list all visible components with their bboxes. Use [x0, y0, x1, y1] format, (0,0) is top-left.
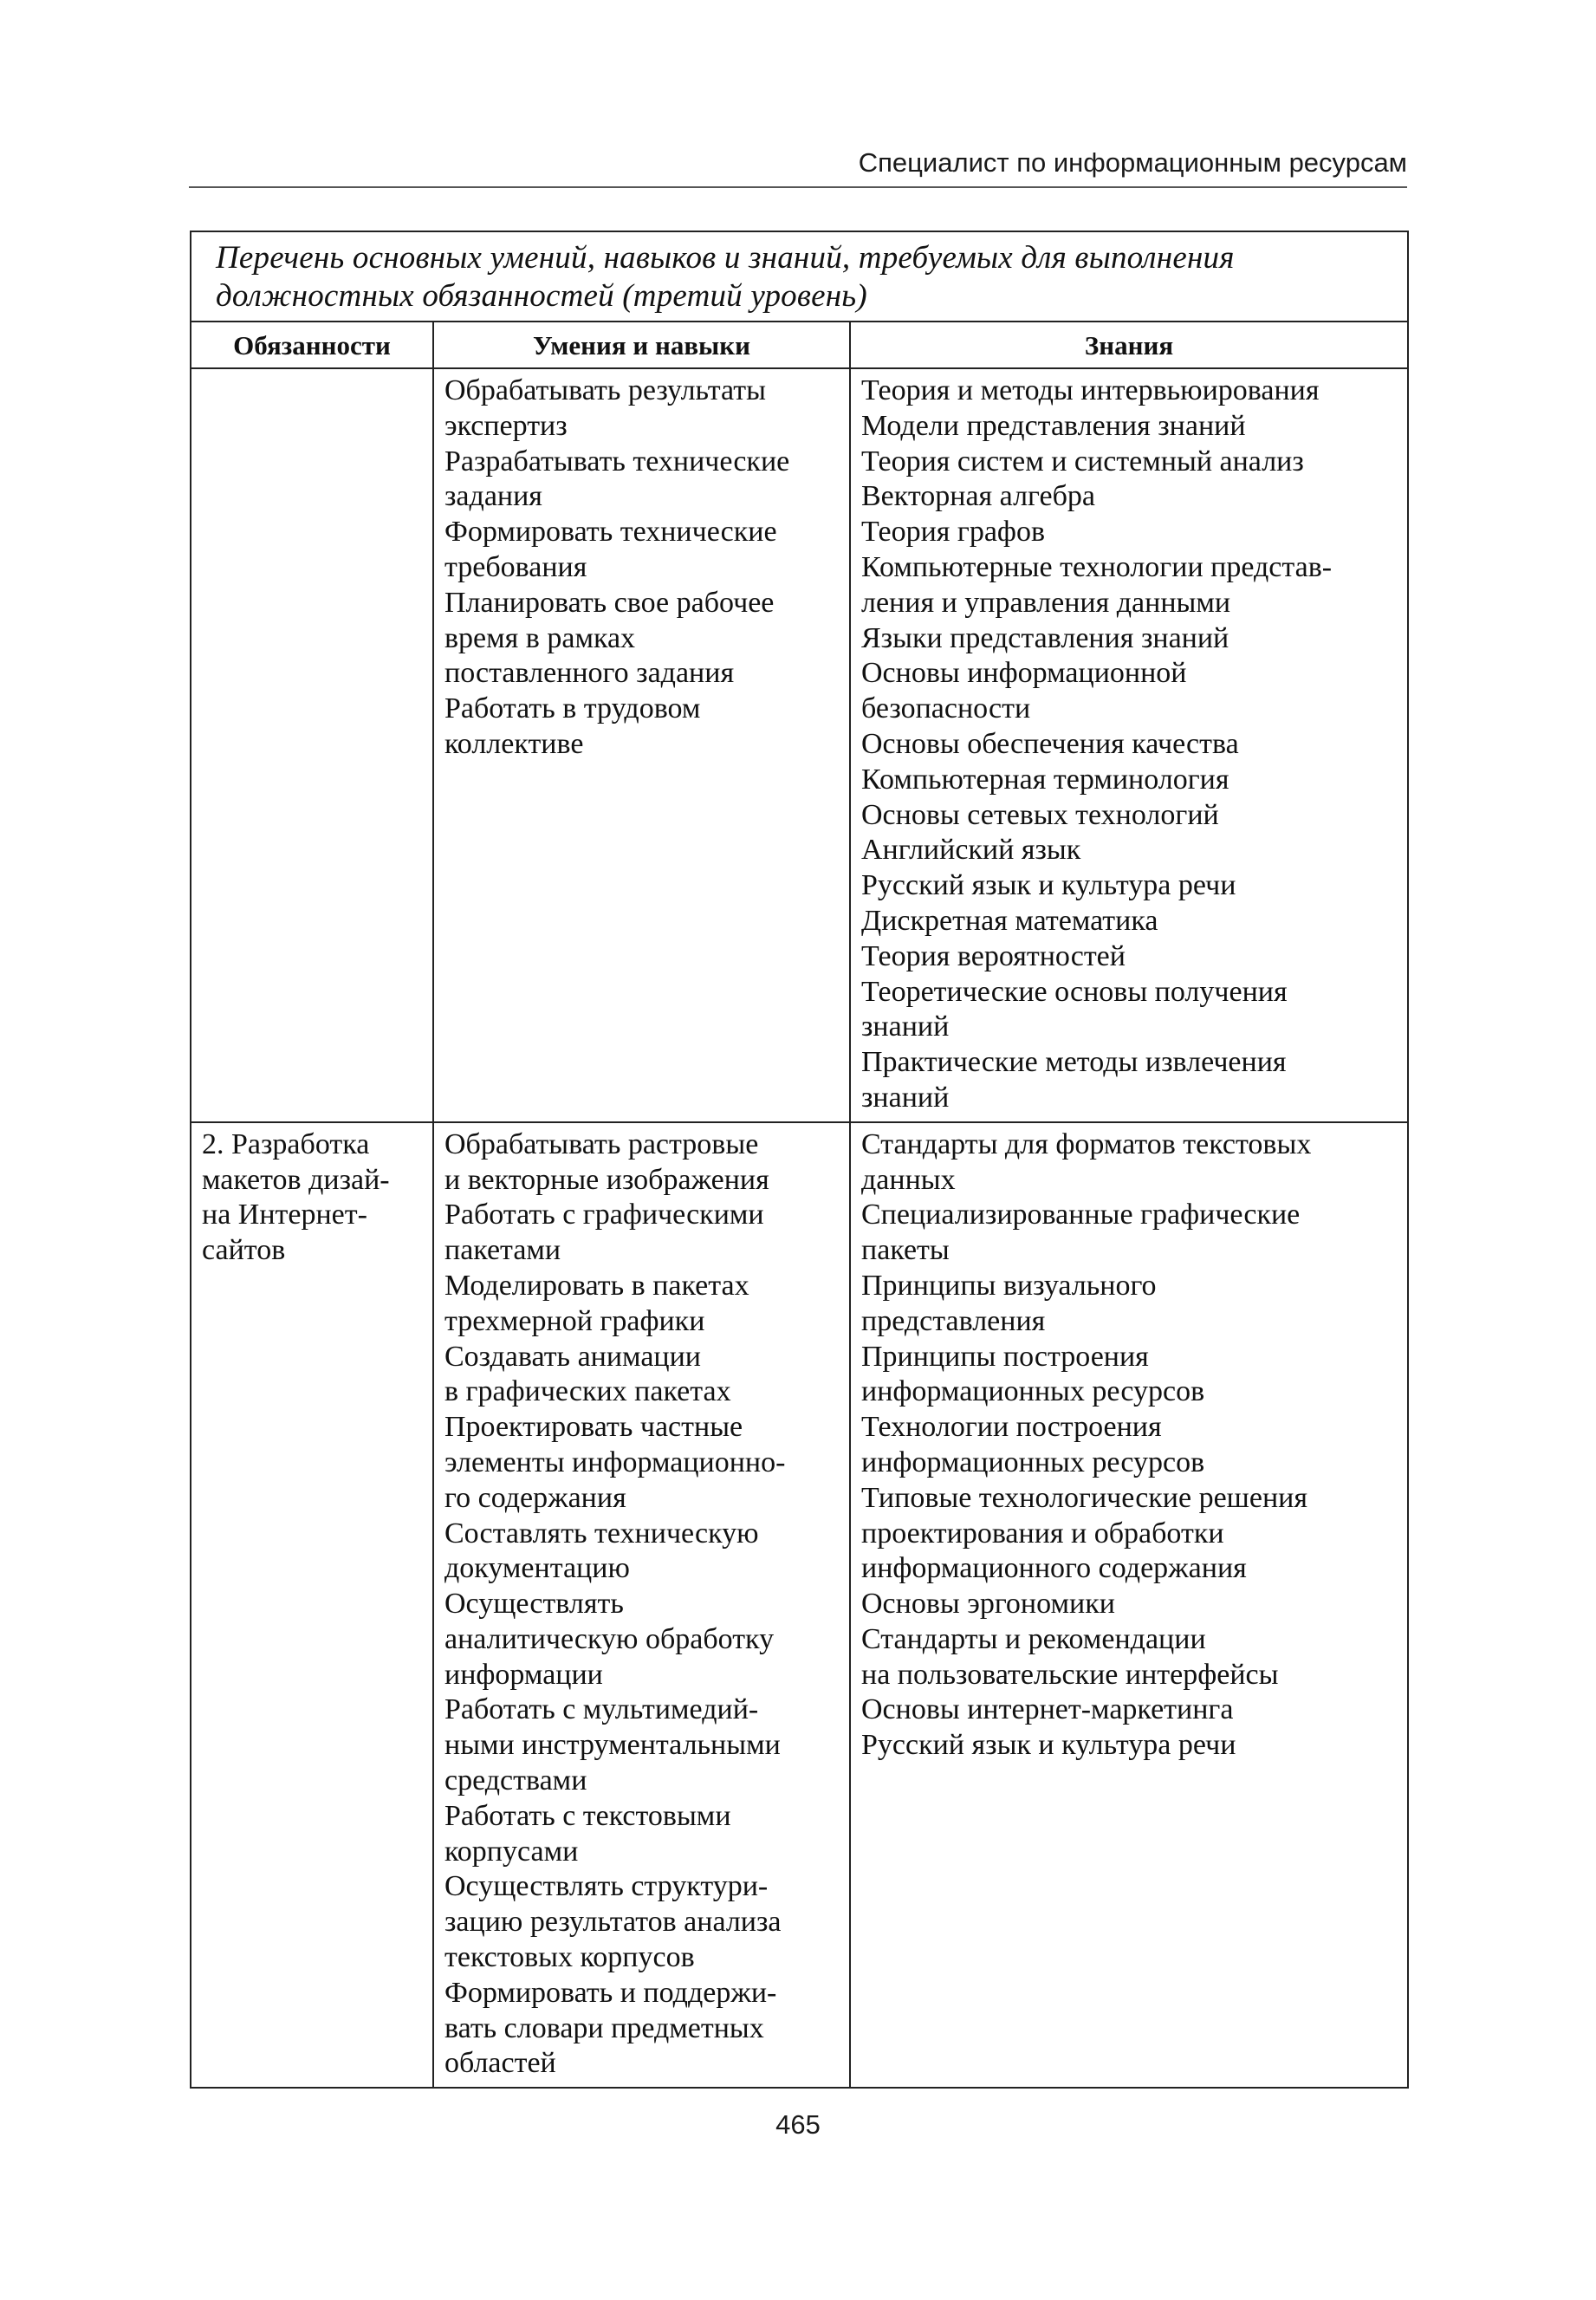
running-header: Специалист по информационным ресурсам	[858, 147, 1407, 178]
cell-line: проектирования и обработки	[861, 1517, 1224, 1550]
cell-line: Основы информационной	[861, 657, 1187, 690]
cell-line: безопасности	[861, 692, 1031, 725]
cell-line: Осуществлять	[444, 1588, 624, 1621]
cell-line: Работать с мультимедий-	[444, 1693, 759, 1726]
cell-line: Основы сетевых технологий	[861, 798, 1219, 831]
duty-cell	[191, 368, 433, 1122]
cell-line: на пользовательские интерфейсы	[861, 1658, 1279, 1691]
cell-line: Русский язык и культура речи	[861, 869, 1236, 902]
caption-line: Перечень основных умений, навыков и знаний, требуемых для выполнения	[216, 240, 1235, 276]
column-header-knowledge: Знания	[850, 322, 1408, 368]
cell-line: Стандарты и рекомендации	[861, 1622, 1206, 1655]
column-header-skills: Умения и навыки	[433, 322, 850, 368]
cell-line: вать словари предметных	[444, 2011, 764, 2044]
cell-line: Теория вероятностей	[861, 939, 1126, 972]
cell-line: представления	[861, 1304, 1046, 1337]
competency-table	[190, 231, 1409, 2089]
cell-line: на Интернет-	[202, 1199, 367, 1231]
cell-line: Разрабатывать технические	[444, 445, 790, 478]
cell-line: Языки представления знаний	[861, 621, 1229, 654]
cell-line: зацию результатов анализа	[444, 1906, 782, 1939]
cell-line: Работать с графическими	[444, 1199, 764, 1231]
table-row	[191, 1122, 1408, 2089]
cell-line: 2. Разработка	[202, 1127, 370, 1160]
cell-line: Принципы визуального	[861, 1269, 1157, 1302]
cell-line: документацию	[444, 1552, 630, 1585]
cell-line: областей	[444, 2047, 556, 2080]
cell-line: элементы информационно-	[444, 1446, 786, 1478]
cell-line: Обрабатывать растровые	[444, 1127, 759, 1160]
cell-line: пакеты	[861, 1234, 950, 1267]
cell-line: Модели представления знаний	[861, 409, 1246, 442]
cell-line: Типовые технологические решения	[861, 1481, 1307, 1514]
cell-line: Практические методы извлечения	[861, 1046, 1287, 1079]
cell-line: знаний	[861, 1010, 950, 1043]
table-caption	[191, 231, 1408, 322]
cell-line: Осуществлять структури-	[444, 1870, 769, 1903]
cell-line: Английский язык	[861, 834, 1081, 867]
column-header-duties: Обязанности	[191, 322, 433, 368]
cell-line: время в рамках	[444, 621, 636, 654]
cell-line: Технологии построения	[861, 1411, 1162, 1444]
cell-line: макетов дизай-	[202, 1163, 390, 1196]
knowledge-cell	[850, 368, 1408, 1122]
cell-line: корпусами	[444, 1835, 579, 1868]
cell-line: Создавать анимации	[444, 1340, 702, 1373]
cell-line: требования	[444, 550, 587, 583]
cell-line: Компьютерные технологии представ-	[861, 550, 1333, 583]
cell-line: ными инструментальными	[444, 1729, 781, 1762]
cell-line: го содержания	[444, 1481, 626, 1514]
cell-line: Работать с текстовыми	[444, 1799, 731, 1832]
skills-cell	[433, 368, 850, 1122]
skills-cell	[433, 1122, 850, 2089]
cell-line: Принципы построения	[861, 1340, 1149, 1373]
cell-line: трехмерной графики	[444, 1304, 705, 1337]
cell-line: текстовых корпусов	[444, 1941, 695, 1974]
cell-line: знаний	[861, 1081, 950, 1114]
cell-line: Теория и методы интервьюирования	[861, 374, 1320, 406]
cell-line: Компьютерная терминология	[861, 763, 1229, 796]
cell-line: Проектировать частные	[444, 1411, 743, 1444]
cell-line: Основы интернет-маркетинга	[861, 1693, 1234, 1726]
cell-line: аналитическую обработку	[444, 1622, 775, 1655]
cell-line: информации	[444, 1658, 603, 1691]
cell-line: задания	[444, 480, 542, 513]
cell-line: в графических пакетах	[444, 1375, 731, 1408]
cell-line: Теоретические основы получения	[861, 975, 1288, 1008]
cell-line: Специализированные графические	[861, 1199, 1301, 1231]
cell-line: сайтов	[202, 1234, 286, 1267]
table-caption-row	[191, 231, 1408, 322]
cell-line: коллективе	[444, 727, 584, 760]
cell-line: Основы обеспечения качества	[861, 727, 1239, 760]
cell-line: Моделировать в пакетах	[444, 1269, 749, 1302]
page-number: 465	[775, 2109, 821, 2140]
cell-line: пакетами	[444, 1234, 561, 1267]
duty-cell	[191, 1122, 433, 2089]
cell-line: Работать в трудовом	[444, 692, 701, 725]
header-divider	[189, 186, 1407, 188]
cell-line: Планировать свое рабочее	[444, 586, 775, 619]
cell-line: Основы эргономики	[861, 1588, 1115, 1621]
table-row	[191, 368, 1408, 1122]
cell-line: и векторные изображения	[444, 1163, 769, 1196]
cell-line: Теория систем и системный анализ	[861, 445, 1304, 478]
cell-line: средствами	[444, 1764, 587, 1797]
cell-line: Русский язык и культура речи	[861, 1729, 1236, 1762]
caption-line: должностных обязанностей (третий уровень)	[216, 278, 867, 314]
cell-line: ления и управления данными	[861, 586, 1231, 619]
cell-line: Формировать технические	[444, 516, 777, 549]
table-header-row	[191, 322, 1408, 368]
cell-line: поставленного задания	[444, 657, 735, 690]
cell-line: Составлять техническую	[444, 1517, 759, 1550]
cell-line: Векторная алгебра	[861, 480, 1096, 513]
cell-line: Дискретная математика	[861, 904, 1158, 937]
knowledge-cell	[850, 1122, 1408, 2089]
cell-line: Теория графов	[861, 516, 1046, 549]
cell-line: Обрабатывать результаты	[444, 374, 766, 406]
cell-line: данных	[861, 1163, 956, 1196]
cell-line: экспертиз	[444, 409, 568, 442]
cell-line: информационного содержания	[861, 1552, 1247, 1585]
cell-line: Формировать и поддержи-	[444, 1976, 777, 2009]
cell-line: Стандарты для форматов текстовых	[861, 1127, 1312, 1160]
cell-line: информационных ресурсов	[861, 1375, 1205, 1408]
cell-line: информационных ресурсов	[861, 1446, 1205, 1478]
